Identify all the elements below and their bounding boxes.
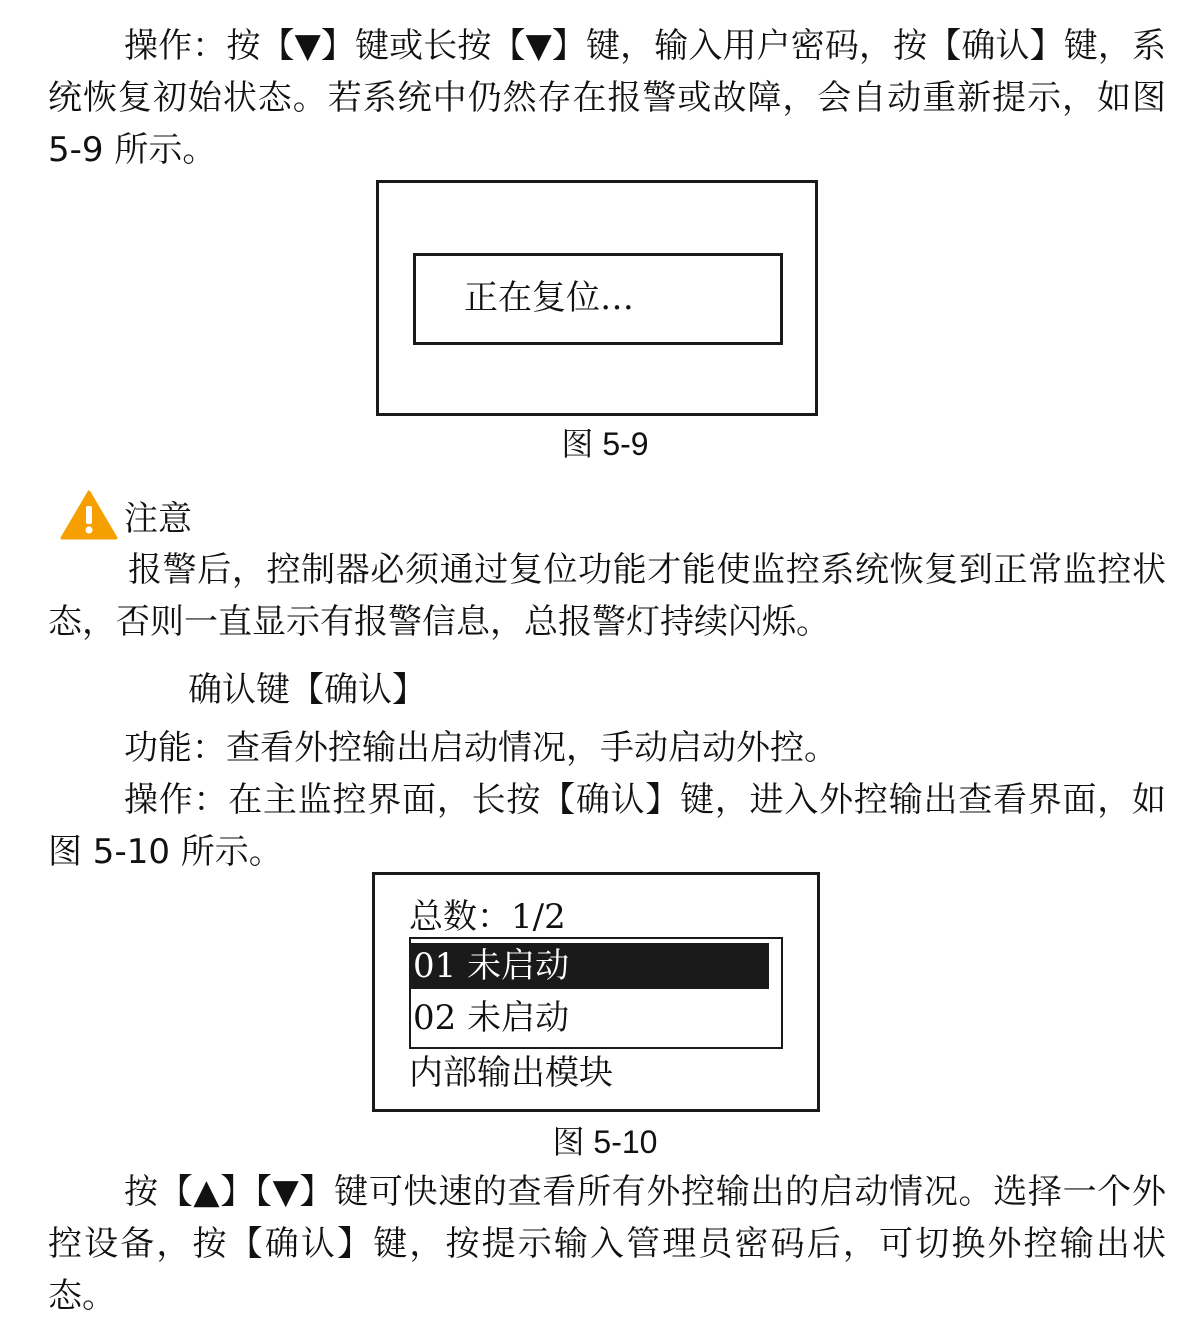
figure-5-9-caption: 图 5-9 xyxy=(561,426,649,462)
notice-body: 报警后，控制器必须通过复位功能才能使监控系统恢复到正常监控状态，否则一直显示有报警信息，总报警灯持续闪烁。 xyxy=(48,550,1166,642)
function-text: 功能：查看外控输出启动情况，手动启动外控。 xyxy=(124,728,838,768)
total-count-line: 总数：1/2 xyxy=(409,897,566,937)
figure-5-9-screen xyxy=(376,180,818,416)
output-list xyxy=(409,937,783,1049)
list-item: 02 未启动 xyxy=(413,998,570,1038)
notice-title: 注意 xyxy=(124,498,192,539)
list-item-selected: 01 未启动 xyxy=(411,943,769,989)
paragraph-reset-operation: 操作：按【▼】键或长按【▼】键，输入用户密码，按【确认】键，系统恢复初始状态。若系统中仍然存在报警或故障，会自动重新提示，如图 5-9 所示。 xyxy=(48,26,1166,170)
section-heading-confirm-key: 确认键【确认】 xyxy=(188,670,426,710)
reset-dialog-box xyxy=(413,253,783,345)
warning-triangle-icon xyxy=(60,490,118,540)
figure-5-10-caption: 图 5-10 xyxy=(552,1124,658,1160)
internal-output-module-label: 内部输出模块 xyxy=(409,1053,613,1093)
operation-text: 操作：在主监控界面，长按【确认】键，进入外控输出查看界面，如图 5-10 所示。 xyxy=(48,780,1166,872)
figure-5-10-screen xyxy=(372,872,820,1112)
paragraph-switch-output: 按【▲】【▼】键可快速的查看所有外控输出的启动情况。选择一个外控设备，按【确认】键，按提示输入管理员密码后，可切换外控输出状态。 xyxy=(48,1172,1166,1316)
resetting-text: 正在复位… xyxy=(464,278,634,318)
notice-header xyxy=(60,490,192,540)
